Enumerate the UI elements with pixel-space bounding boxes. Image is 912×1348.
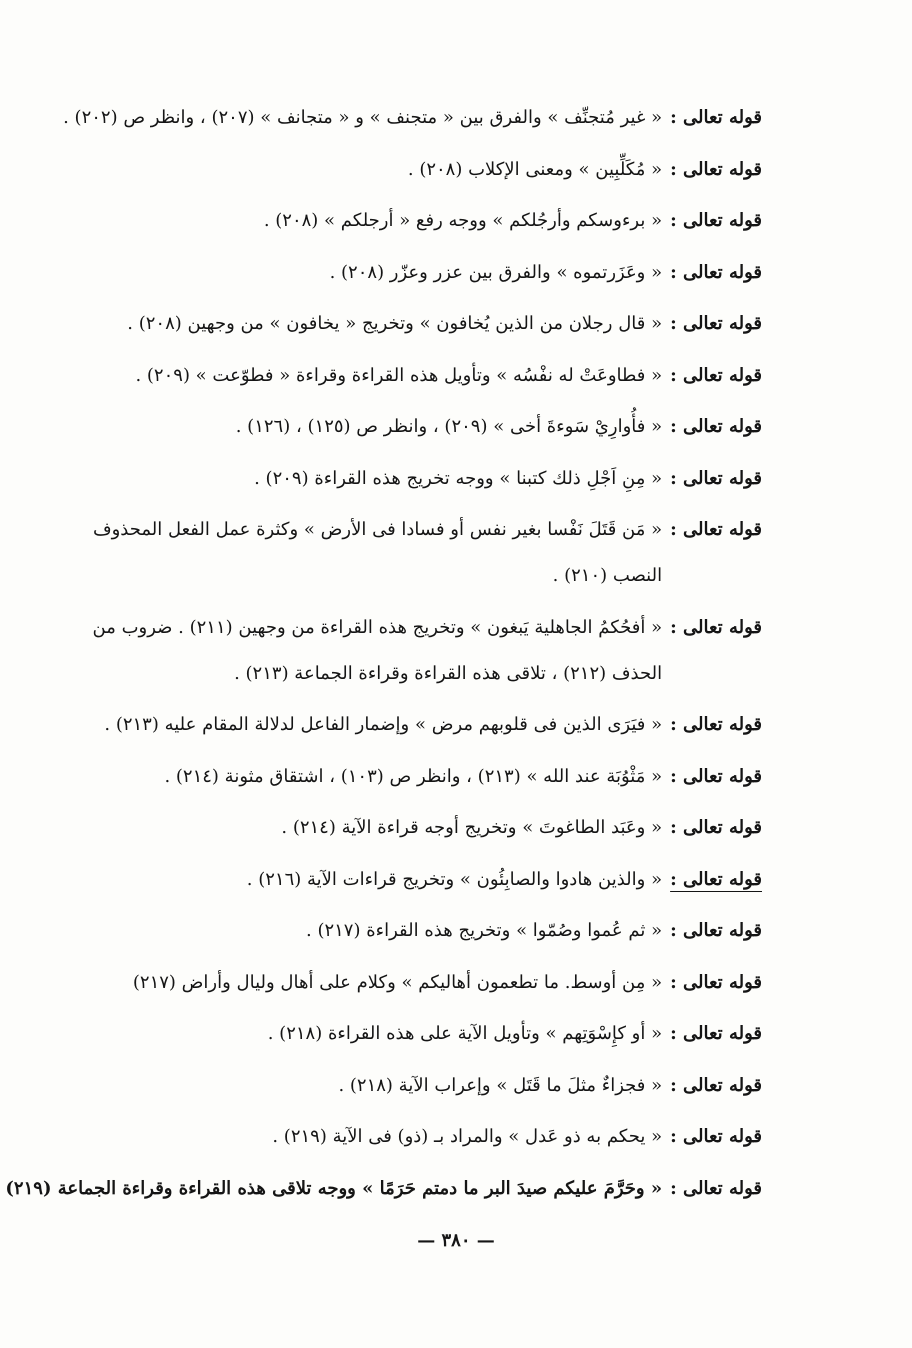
entry-text: « مِنِ اَجْلِ ذلك كتبنا » ووجه تخريج هذه القراءة (٢٠٩) .	[254, 467, 663, 489]
entry-lead: قوله تعالى :	[670, 210, 762, 231]
entry-text: « برءوسكم وأرجُلكم » ووجه رفع « أرجلكم » (٢٠٨) .	[263, 210, 663, 231]
list-item	[40, 404, 762, 450]
list-item	[40, 857, 762, 903]
entry-text: « وعَبَد الطاغوتَ » وتخريج أوجه قراءة الآية (٢١٤) .	[281, 817, 663, 838]
entry-lead: قوله تعالى :	[670, 971, 762, 993]
entry-text: « وحَرَّمَ عليكم صيدَ البر ما دمتم حَرَمًا » ووجه تلاقى هذه القراءة وقراءة الجماعة (٢١٩)	[5, 1177, 663, 1199]
list-item	[40, 95, 762, 141]
list-item	[40, 960, 762, 1006]
entry-lead: قوله تعالى :	[670, 1177, 762, 1199]
list-item	[40, 1011, 762, 1057]
entry-lead: قوله تعالى :	[670, 616, 762, 638]
entry-lead: قوله تعالى :	[670, 261, 762, 283]
page-number: — ٣٨٠ —	[417, 1230, 495, 1251]
entry-text: « وعَزَرتموه » والفرق بين عزر وعزّر (٢٠٨) .	[329, 261, 663, 283]
entry-text: « غير مُتجنِّف » والفرق بين « متجنف » و « متجانف » (٢٠٧) ، وانظر ص (٢٠٢) .	[63, 107, 663, 128]
entry-text: « أفحُكمُ الجاهلية يَبغون » وتخريج هذه القراءة من وجهين (٢١١) . ضروب من الحذف (٢١٢) ، تلاقى هذه القراءة وقراءة الجماعة (٢١٣) .	[92, 616, 663, 684]
entry-text: « مَن قَتَلَ نَفْسا بغير نفس أو فسادا فى الأرض » وكثرة عمل الفعل المحذوف النصب (٢١٠) .	[92, 519, 663, 586]
entry-lead: قوله تعالى :	[670, 416, 762, 437]
entry-text: « فيَرَى الذين فى قلوبهم مرض » وإضمار الفاعل لدلالة المقام عليه (٢١٣) .	[104, 714, 663, 735]
list-item	[40, 1063, 762, 1109]
entry-text: « فطاوعَتْ له نفْسُه » وتأويل هذه القراءة وقراءة « فطوّعت » (٢٠٩) .	[135, 364, 663, 386]
entry-lead: قوله تعالى :	[670, 817, 762, 838]
list-item	[40, 805, 762, 851]
list-item	[5, 1166, 762, 1212]
entry-text: « ثم عُموا وصُمّوا » وتخريج هذه القراءة (٢١٧) .	[306, 920, 663, 941]
list-item	[40, 198, 762, 244]
entry-lead: قوله تعالى :	[670, 158, 762, 180]
entry-lead: قوله تعالى :	[670, 714, 762, 735]
list-item	[40, 353, 762, 399]
entry-text: « مِن أوسط. ما تطعمون أهاليكم » وكلام على أهال وليال وأراض (٢١٧)	[132, 971, 663, 993]
entry-lead: قوله تعالى :	[670, 868, 762, 890]
entry-lead: قوله تعالى :	[670, 1126, 762, 1147]
list-item	[40, 908, 762, 954]
entry-text: « مَثْوُبَة عند الله » (٢١٣) ، وانظر ص (١٠٣) ، اشتقاق مثونة (٢١٤) .	[164, 765, 663, 787]
entry-lead: قوله تعالى :	[670, 765, 762, 787]
entry-lead: قوله تعالى :	[670, 467, 762, 489]
list-item	[40, 250, 762, 296]
entry-text: « يحكم به ذو عَدل » والمراد بـ (ذو) فى الآية (٢١٩) .	[272, 1126, 663, 1147]
entry-lead: قوله تعالى :	[670, 1023, 762, 1044]
entries-list	[5, 95, 762, 1217]
list-item	[40, 301, 762, 347]
entry-text: « مُكَلِّبِين » ومعنى الإكلاب (٢٠٨) .	[407, 158, 663, 180]
entry-lead: قوله تعالى :	[670, 920, 762, 941]
entry-text: « فأُوارِيْ سَوءةَ أخى » (٢٠٩) ، وانظر ص (١٢٥) ، (١٢٦) .	[235, 416, 663, 437]
entry-text: « قال رجلان من الذين يُخافون » وتخريج « يخافون » من وجهين (٢٠٨) .	[127, 313, 663, 334]
list-item	[40, 1114, 762, 1160]
entry-lead: قوله تعالى :	[670, 107, 762, 128]
entry-text: « فجزاءٌ مثلَ ما قَتَل » وإعراب الآية (٢١٨) .	[338, 1074, 663, 1096]
list-item	[40, 605, 762, 697]
list-item	[40, 507, 762, 599]
entry-lead: قوله تعالى :	[670, 313, 762, 334]
entry-lead: قوله تعالى :	[670, 519, 762, 540]
entry-text: « والذين هادوا والصابِئُون » وتخريج قراءات الآية (٢١٦) .	[246, 868, 663, 890]
list-item	[40, 754, 762, 800]
list-item	[40, 456, 762, 502]
entry-lead: قوله تعالى :	[670, 364, 762, 386]
list-item	[40, 147, 762, 193]
entry-lead: قوله تعالى :	[670, 1074, 762, 1096]
entry-text: « أو كإِسْوَتِهم » وتأويل الآية على هذه القراءة (٢١٨) .	[267, 1023, 663, 1044]
list-item	[40, 702, 762, 748]
